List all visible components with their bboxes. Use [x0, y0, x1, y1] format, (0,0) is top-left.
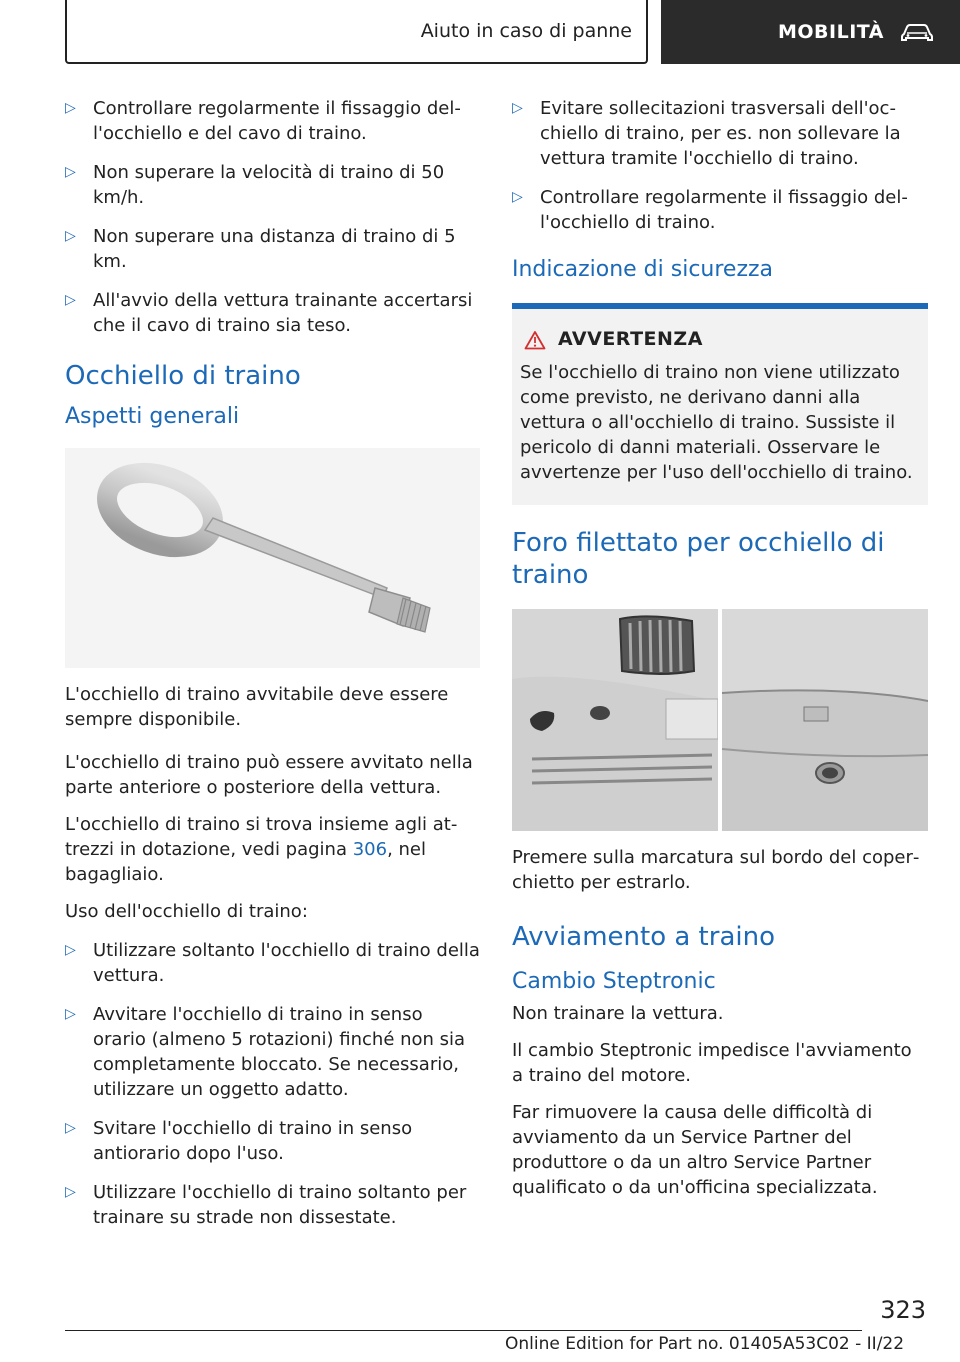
- left-column: [65, 96, 480, 1244]
- paragraph: Far rimuovere la causa delle difficoltà di avviamento da un Service Partner del produttore o da un altro Service Partner qualificato o da un'officina specializzata.: [512, 1102, 878, 1198]
- list-item: ▷ Non superare una distanza di traino di 5 km.: [65, 226, 456, 272]
- warning-triangle-icon: [524, 330, 546, 350]
- bullet-triangle-icon: ▷: [65, 164, 76, 180]
- paragraph: L'occhiello di traino avvitabile deve essere sempre disponibile.: [65, 684, 449, 730]
- bullet-triangle-icon: ▷: [65, 292, 76, 308]
- list-item: ▷ Avvitare l'occhiello di traino in senso orario (almeno 5 rotazioni) finché non sia completamente bloccato. Se necessario, utilizzare un oggetto adatto.: [65, 1004, 466, 1100]
- section-heading-threaded-hole: Foro filettato per occhiello di traino: [512, 528, 885, 590]
- warning-text: Se l'occhiello di traino non viene utilizzato come previsto, ne derivano danni alla vettura o all'occhiello di traino. Sussiste il pericolo di danni materiali. Osservare le avvertenze per l'uso dell'occhiello di traino.: [520, 362, 913, 483]
- list-item: ▷ All'avvio della vettura trainante accertarsi che il cavo di traino sia teso.: [65, 290, 473, 336]
- paragraph: Premere sulla marcatura sul bordo del coperchietto per estrarlo.: [512, 847, 920, 893]
- header-section-tab: [65, 0, 648, 64]
- section-heading-tow-start: Avviamento a traino: [512, 922, 775, 952]
- bullet-triangle-icon: ▷: [65, 1006, 76, 1022]
- warning-box: [512, 309, 928, 505]
- bullet-triangle-icon: ▷: [65, 1120, 76, 1136]
- footer-divider: [65, 1330, 862, 1331]
- list-item: ▷ Utilizzare l'occhiello di traino soltanto per trainare su strade non dissestate.: [65, 1182, 467, 1228]
- list-item: ▷ Utilizzare soltanto l'occhiello di traino della vettura.: [65, 940, 480, 986]
- section-heading-towing-eye: Occhiello di traino: [65, 361, 301, 391]
- header-chapter-tab: [661, 0, 960, 64]
- page-reference-link[interactable]: 306: [352, 839, 388, 860]
- paragraph: L'occhiello di traino si trova insieme agli attrezzi in dotazione, vedi pagina 306, nel bagagliaio.: [65, 814, 458, 885]
- page-number: 323: [880, 1296, 926, 1324]
- car-icon: [900, 21, 934, 43]
- paragraph: Uso dell'occhiello di traino:: [65, 901, 308, 922]
- bullet-triangle-icon: ▷: [512, 100, 523, 116]
- towing-eye-illustration: [65, 448, 480, 668]
- list-item: ▷ Controllare regolarmente il fissaggio dell'occhiello e del cavo di traino.: [65, 98, 461, 144]
- warning-title: AVVERTENZA: [520, 327, 918, 352]
- paragraph: Il cambio Steptronic impedisce l'avviamento a traino del motore.: [512, 1040, 912, 1086]
- bumper-photo-illustration: [512, 609, 928, 831]
- towing-eye-figure: [65, 448, 480, 668]
- section-heading-safety: Indicazione di sicurezza: [512, 257, 774, 282]
- subheading-general: Aspetti generali: [65, 404, 240, 429]
- right-column: [512, 96, 928, 1212]
- bullet-triangle-icon: ▷: [65, 228, 76, 244]
- bullet-triangle-icon: ▷: [65, 1184, 76, 1200]
- bullet-triangle-icon: ▷: [65, 942, 76, 958]
- list-item: ▷ Evitare sollecitazioni trasversali dell'occhiello di traino, per es. non sollevare la vettura tramite l'occhiello di traino.: [512, 98, 901, 169]
- paragraph: L'occhiello di traino può essere avvitato nella parte anteriore o posteriore della vettura.: [65, 752, 473, 798]
- paragraph: Non trainare la vettura.: [512, 1003, 724, 1024]
- list-item: ▷ Svitare l'occhiello di traino in senso antiorario dopo l'uso.: [65, 1118, 413, 1164]
- header-section-title: Aiuto in caso di panne: [420, 20, 632, 42]
- bullet-triangle-icon: ▷: [65, 100, 76, 116]
- list-item: ▷ Non superare la velocità di traino di 50 km/h.: [65, 162, 445, 208]
- list-item: ▷ Controllare regolarmente il fissaggio dell'occhiello di traino.: [512, 187, 908, 233]
- subheading-steptronic: Cambio Steptronic: [512, 969, 716, 994]
- header-chapter-title: MOBILITÀ: [778, 21, 884, 43]
- footer-edition: Online Edition for Part no. 01405A53C02 - II/22: [505, 1334, 905, 1354]
- threaded-hole-figure: [512, 609, 928, 831]
- bullet-triangle-icon: ▷: [512, 189, 523, 205]
